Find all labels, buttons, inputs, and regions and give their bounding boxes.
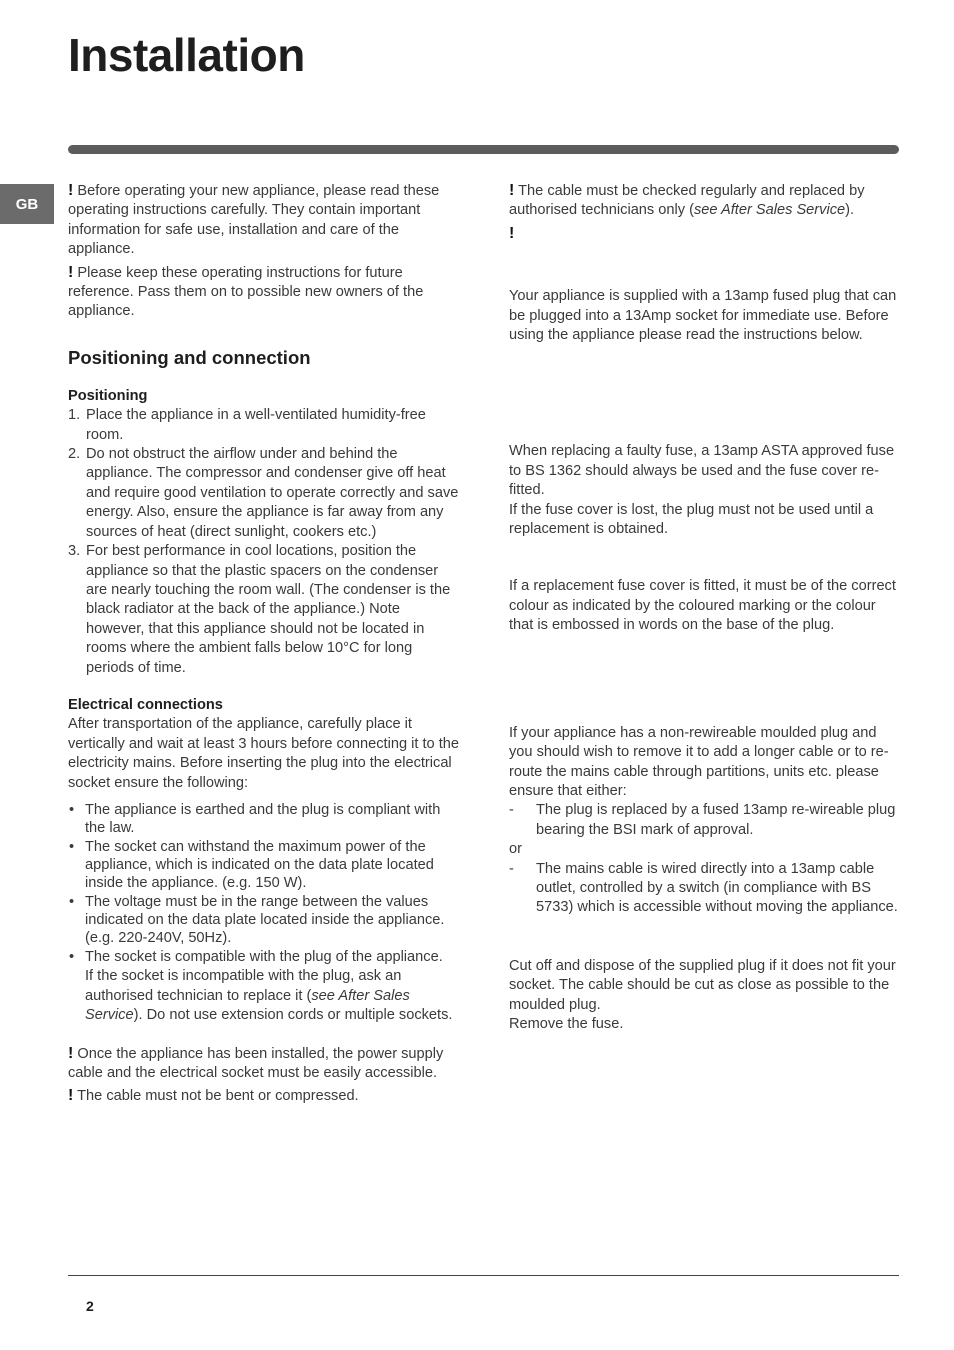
positioning-list	[68, 406, 460, 678]
warning-paragraph: ! The cable must not be bent or compressed.	[68, 1087, 359, 1105]
moulded-plug-intro: If your appliance has a non-rewireable moulded plug and you should wish to remove it to add a longer cable or to re-route the mains cable through partitions, units etc. please ensure that either:	[509, 724, 889, 799]
after-sales-reference: see After Sales Service	[85, 987, 410, 1024]
intro-paragraph: ! Before operating your new appliance, please read these operating instructions carefully. They contain important information for safe use, installation and care of the appliance.	[68, 182, 440, 258]
cut-off-text: Cut off and dispose of the supplied plug if it does not fit your socket. The cable should be cut as close as possible to the moulded plug.	[509, 957, 896, 1013]
exclamation-icon: !	[68, 263, 74, 281]
fuse-cover-lost-text: If the fuse cover is lost, the plug must not be used until a replacement is obtained.	[509, 501, 874, 538]
plug-intro: Your appliance is supplied with a 13amp fused plug that can be plugged into a 13Amp socket for immediate use. Before using the appliance please read the instructions below.	[509, 288, 897, 344]
list-item: - The mains cable is wired directly into a 13amp cable outlet, controlled by a switch (in compliance with BS 5733) which is accessible without moving the appliance.	[509, 860, 898, 916]
page-number: 2	[86, 1298, 94, 1314]
exclamation-icon: !	[68, 1044, 74, 1062]
footer-divider	[68, 1275, 899, 1276]
language-tab: GB	[0, 184, 54, 224]
or-label: or	[509, 841, 522, 858]
exclamation-icon: !	[509, 182, 515, 199]
positioning-heading: Positioning	[68, 387, 148, 404]
fuse-replace-text: When replacing a faulty fuse, a 13amp ASTA approved fuse to BS 1362 should always be used and the fuse cover re-fitted.	[509, 443, 895, 499]
right-column	[509, 181, 901, 1034]
list-item: • The appliance is earthed and the plug is compliant with the law.	[69, 801, 441, 836]
remove-fuse-text: Remove the fuse.	[509, 1015, 624, 1032]
list-item: • The socket can withstand the maximum power of the appliance, which is indicated on the data plate located inside the appliance. (e.g. 150 W).	[69, 838, 434, 891]
list-item: • The voltage must be in the range between the values indicated on the data plate located inside the appliance. (e.g. 220-240V, 50Hz).	[69, 893, 445, 946]
electrical-intro: After transportation of the appliance, carefully place it vertically and wait at least 3 hours before connecting it to the electricity mains. Before inserting the plug into the electrical socket ensure the following:	[68, 716, 460, 791]
section-heading: Positioning and connection	[68, 346, 311, 368]
intro-paragraph: ! Please keep these operating instructions for future reference. Pass them on to possible new owners of the appliance.	[68, 263, 424, 320]
warning-paragraph: ! Once the appliance has been installed, the power supply cable and the electrical socket must be easily accessible.	[68, 1044, 444, 1081]
bullet-icon: •	[69, 801, 75, 818]
bullet-icon: •	[69, 893, 75, 910]
list-item: 2. Do not obstruct the airflow under and behind the appliance. The compressor and condenser give off heat and require good ventilation to operate correctly and save energy. Also, ensure the appliance is far away from any sources of heat (direct sunlight, cookers etc.)	[68, 446, 459, 540]
exclamation-icon: !	[68, 182, 74, 199]
list-item: - The plug is replaced by a fused 13amp re-wireable plug bearing the BSI mark of approval.	[509, 802, 896, 838]
exclamation-icon: !	[509, 224, 515, 242]
exclamation-icon: !	[68, 1087, 74, 1105]
electrical-heading: Electrical connections	[68, 696, 223, 713]
checklist	[68, 801, 460, 1026]
dash-icon: -	[509, 802, 514, 819]
list-item: 3. For best performance in cool locations, position the appliance so that the plastic spacers on the condenser are nearly touching the room wall. (The condenser is the black radiator at the back of the appliance.) Note however, that this appliance should not be located in rooms where the ambient falls below 10°C for long periods of time.	[68, 543, 451, 676]
bullet-icon: •	[69, 948, 75, 965]
list-item: • The socket is compatible with the plug of the appliance. If the socket is incompatible with the plug, ask an authorised technician to replace it (see After Sales Service). Do not use extension cords or multiple sockets.	[69, 948, 453, 1024]
page-title: Installation	[68, 29, 305, 81]
dash-icon: -	[509, 860, 514, 877]
fuse-cover-colour-text: If a replacement fuse cover is fitted, it must be of the correct colour as indicated by the coloured marking or the colour that is embossed in words on the base of the plug.	[509, 578, 896, 634]
options-list	[509, 801, 901, 840]
left-column	[68, 181, 460, 1107]
after-sales-reference: see After Sales Service	[693, 202, 846, 219]
title-divider	[68, 145, 899, 154]
bullet-icon: •	[69, 838, 75, 855]
warning-paragraph: ! The cable must be checked regularly and replaced by authorised technicians only (see After Sales Service).	[509, 182, 865, 219]
list-item: 1. Place the appliance in a well-ventilated humidity-free room.	[68, 407, 426, 443]
options-list	[509, 860, 901, 918]
